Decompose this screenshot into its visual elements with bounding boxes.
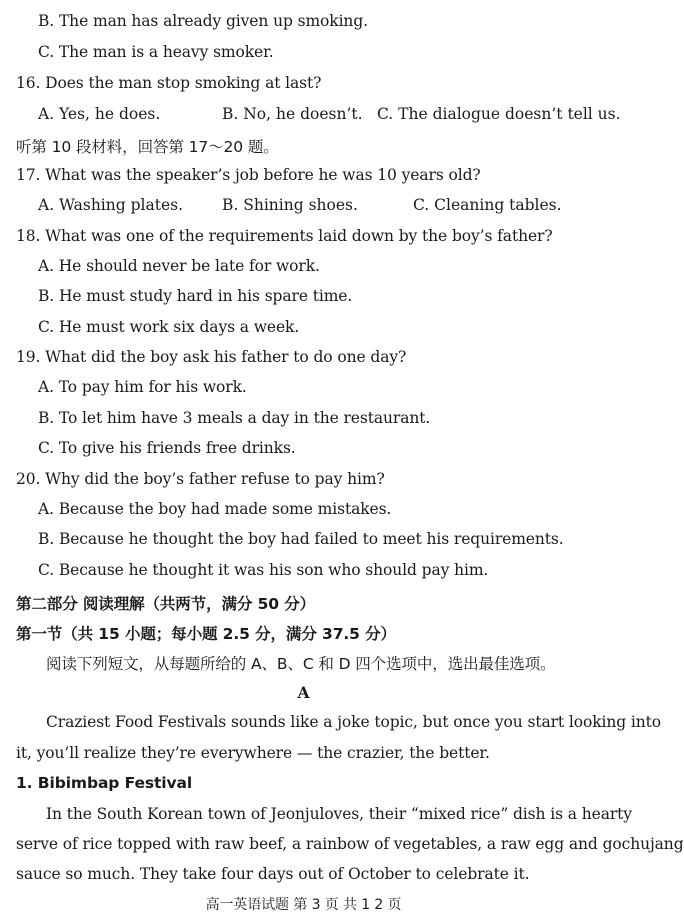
passage-paragraph-1-line-2: it, you’ll realize they’re everywhere — the crazier, the better. — [16, 744, 490, 762]
question-18: 18. What was one of the requirements laid down by the boy’s father? — [16, 227, 553, 245]
passage-paragraph-2-line-1: In the South Korean town of Jeonjuloves, their “mixed rice” dish is a hearty — [46, 805, 632, 823]
q18-option-c: C. He must work six days a week. — [38, 318, 300, 336]
q17-options — [0, 196, 607, 216]
q16-option-b: B. No, he doesn’t. — [222, 105, 363, 123]
q17-option-b: B. Shining shoes. — [222, 196, 358, 214]
passage-paragraph-2-line-2: serve of rice topped with raw beef, a rainbow of vegetables, a raw egg and gochujang — [16, 835, 684, 853]
q16-options — [0, 105, 621, 125]
section-10-instruction: 听第 10 段材料，回答第 17～20 题。 — [16, 138, 279, 156]
question-20: 20. Why did the boy’s father refuse to pay him? — [16, 470, 385, 488]
q15-option-c: C. The man is a heavy smoker. — [38, 43, 274, 61]
q20-option-a: A. Because the boy had made some mistakes. — [38, 500, 392, 518]
reading-instruction: 阅读下列短文，从每题所给的 A、B、C 和 D 四个选项中，选出最佳选项。 — [46, 655, 556, 673]
q20-option-b: B. Because he thought the boy had failed to meet his requirements. — [38, 530, 564, 548]
q16-option-c: C. The dialogue doesn’t tell us. — [377, 105, 621, 123]
q17-option-c: C. Cleaning tables. — [413, 196, 562, 214]
q19-option-b: B. To let him have 3 meals a day in the restaurant. — [38, 409, 431, 427]
passage-paragraph-1-line-1: Craziest Food Festivals sounds like a joke topic, but once you start looking into — [46, 713, 661, 731]
question-17: 17. What was the speaker’s job before he was 10 years old? — [16, 166, 481, 184]
question-19: 19. What did the boy ask his father to do one day? — [16, 348, 407, 366]
q19-option-a: A. To pay him for his work. — [38, 378, 247, 396]
part-2-heading: 第二部分 阅读理解（共两节，满分 50 分） — [16, 595, 316, 613]
question-16: 16. Does the man stop smoking at last? — [16, 74, 322, 92]
section-1-heading: 第一节（共 15 小题；每小题 2.5 分，满分 37.5 分） — [16, 625, 396, 643]
q18-option-a: A. He should never be late for work. — [38, 257, 320, 275]
festival-heading-1: 1. Bibimbap Festival — [16, 774, 193, 792]
q20-option-c: C. Because he thought it was his son who should pay him. — [38, 561, 489, 579]
passage-paragraph-2-line-3: sauce so much. They take four days out of October to celebrate it. — [16, 865, 530, 883]
q19-option-c: C. To give his friends free drinks. — [38, 439, 296, 457]
passage-label: A — [297, 683, 310, 702]
page-footer: 高一英语试题 第 3 页 共 1 2 页 — [205, 897, 402, 913]
q16-option-a: A. Yes, he does. — [38, 105, 161, 123]
q18-option-b: B. He must study hard in his spare time. — [38, 287, 353, 305]
q17-option-a: A. Washing plates. — [38, 196, 184, 214]
q15-option-b: B. The man has already given up smoking. — [38, 12, 368, 30]
